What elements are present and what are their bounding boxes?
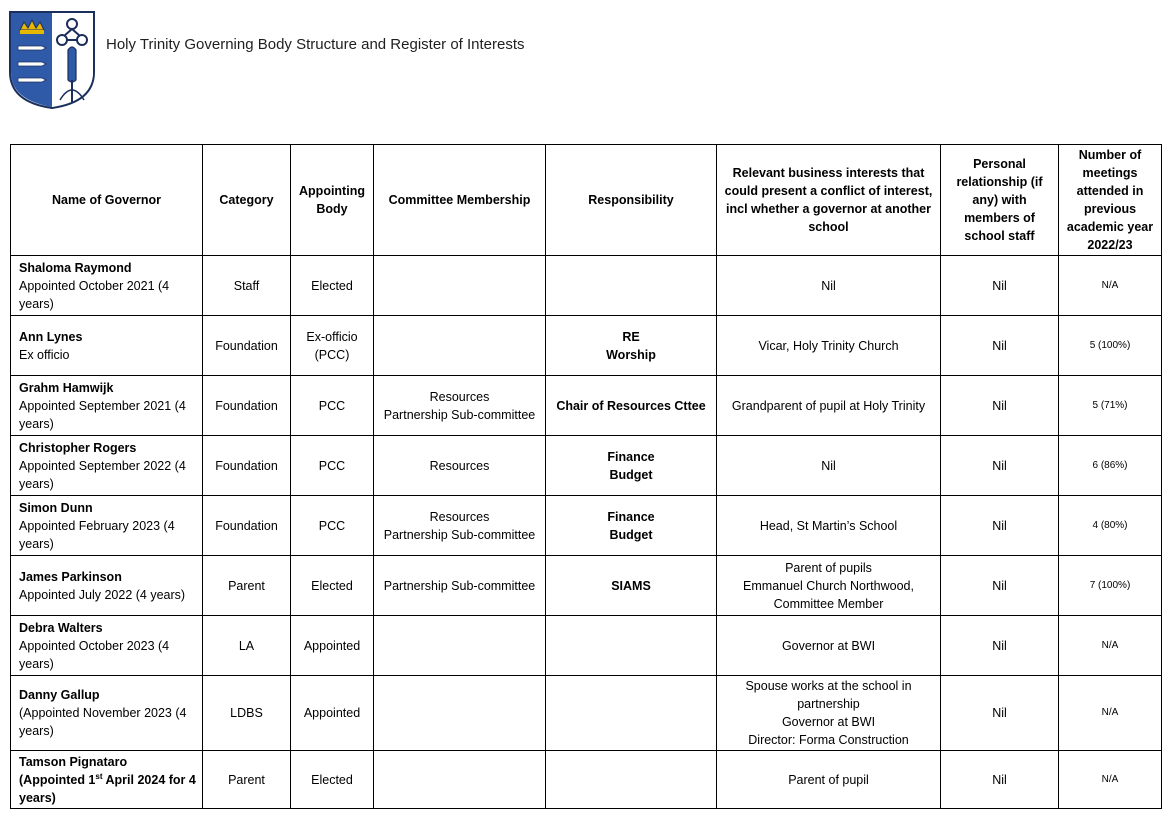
table-header-row xyxy=(11,145,1162,256)
column-header-relationship: Personal relationship (if any) with members of school staff xyxy=(941,145,1059,256)
responsibility-cell: RE Worship xyxy=(546,316,717,376)
category-cell: LA xyxy=(203,616,291,676)
committee-cell xyxy=(374,751,546,809)
relationship-cell: Nil xyxy=(941,616,1059,676)
relationship-cell: Nil xyxy=(941,676,1059,751)
responsibility-cell: Finance Budget xyxy=(546,436,717,496)
meetings-cell: 7 (100%) xyxy=(1059,556,1162,616)
responsibility-cell xyxy=(546,256,717,316)
governor-appointment: Appointed September 2021 (4 years) xyxy=(19,398,186,431)
meetings-cell: N/A xyxy=(1059,751,1162,809)
interests-cell: Spouse works at the school in partnership Governor at BWI Director: Forma Construction xyxy=(717,676,941,751)
committee-cell: Partnership Sub-committee xyxy=(374,556,546,616)
meetings-cell: N/A xyxy=(1059,256,1162,316)
committee-cell: Resources xyxy=(374,436,546,496)
governor-name: Debra Walters xyxy=(19,620,103,635)
appointing-body-cell: Elected xyxy=(291,256,374,316)
register-table xyxy=(10,144,1162,809)
appointing-body-cell: PCC xyxy=(291,436,374,496)
meetings-cell: N/A xyxy=(1059,616,1162,676)
meetings-cell: 5 (100%) xyxy=(1059,316,1162,376)
relationship-cell: Nil xyxy=(941,556,1059,616)
appointing-body-cell: Ex-officio (PCC) xyxy=(291,316,374,376)
governor-appointment: (Appointed November 2023 (4 years) xyxy=(19,706,187,738)
table-row xyxy=(11,556,1162,616)
column-header-category: Category xyxy=(203,145,291,256)
governor-name: Grahm Hamwijk xyxy=(19,380,114,395)
table-row xyxy=(11,316,1162,376)
interests-cell: Grandparent of pupil at Holy Trinity xyxy=(717,376,941,436)
meetings-cell: 5 (71%) xyxy=(1059,376,1162,436)
governor-cell xyxy=(11,256,203,316)
column-header-responsibility: Responsibility xyxy=(546,145,717,256)
relationship-cell: Nil xyxy=(941,376,1059,436)
responsibility-cell xyxy=(546,616,717,676)
table-row xyxy=(11,751,1162,809)
school-crest-icon xyxy=(8,10,96,110)
interests-cell: Parent of pupil xyxy=(717,751,941,809)
governor-name: James Parkinson xyxy=(19,569,122,584)
appointing-body-cell: Appointed xyxy=(291,676,374,751)
category-cell: Foundation xyxy=(203,316,291,376)
appointing-body-cell: Appointed xyxy=(291,616,374,676)
category-cell: LDBS xyxy=(203,676,291,751)
responsibility-cell xyxy=(546,676,717,751)
table-row xyxy=(11,256,1162,316)
column-header-interests: Relevant business interests that could present a conflict of interest, incl whether a governor at another school xyxy=(717,145,941,256)
interests-cell: Head, St Martin’s School xyxy=(717,496,941,556)
responsibility-cell: Finance Budget xyxy=(546,496,717,556)
responsibility-cell: Chair of Resources Cttee xyxy=(546,376,717,436)
category-cell: Foundation xyxy=(203,376,291,436)
table-row xyxy=(11,376,1162,436)
governor-name: Danny Gallup xyxy=(19,688,100,702)
governor-cell xyxy=(11,751,203,809)
category-cell: Foundation xyxy=(203,496,291,556)
table-row xyxy=(11,436,1162,496)
governor-cell xyxy=(11,316,203,376)
governor-appointment: Appointed July 2022 (4 years) xyxy=(19,587,186,602)
governor-cell xyxy=(11,436,203,496)
meetings-cell: N/A xyxy=(1059,676,1162,751)
governor-name: Shaloma Raymond xyxy=(19,260,132,275)
committee-cell: Resources Partnership Sub-committee xyxy=(374,496,546,556)
category-cell: Parent xyxy=(203,556,291,616)
governor-appointment: Appointed September 2022 (4 years) xyxy=(19,458,186,491)
meetings-cell: 6 (86%) xyxy=(1059,436,1162,496)
appointing-body-cell: PCC xyxy=(291,376,374,436)
responsibility-cell xyxy=(546,751,717,809)
governor-name: Ann Lynes xyxy=(19,329,83,344)
governor-appointment: Ex officio xyxy=(19,347,70,362)
category-cell: Staff xyxy=(203,256,291,316)
interests-cell: Vicar, Holy Trinity Church xyxy=(717,316,941,376)
column-header-name: Name of Governor xyxy=(11,145,203,256)
category-cell: Foundation xyxy=(203,436,291,496)
column-header-appointing-body: Appointing Body xyxy=(291,145,374,256)
committee-cell xyxy=(374,316,546,376)
governor-appointment: (Appointed 1st April 2024 for 4 years) xyxy=(19,771,196,805)
column-header-committee: Committee Membership xyxy=(374,145,546,256)
governor-name: Tamson Pignataro xyxy=(19,754,128,769)
interests-cell: Parent of pupils Emmanuel Church Northwood, Committee Member xyxy=(717,556,941,616)
table-row xyxy=(11,616,1162,676)
relationship-cell: Nil xyxy=(941,436,1059,496)
appointing-body-cell: Elected xyxy=(291,751,374,809)
governor-cell xyxy=(11,376,203,436)
interests-cell: Nil xyxy=(717,256,941,316)
relationship-cell: Nil xyxy=(941,316,1059,376)
governor-name: Christopher Rogers xyxy=(19,440,137,455)
table-row xyxy=(11,676,1162,751)
governor-cell xyxy=(11,676,203,751)
interests-cell: Governor at BWI xyxy=(717,616,941,676)
relationship-cell: Nil xyxy=(941,256,1059,316)
column-header-meetings: Number of meetings attended in previous academic year 2022/23 xyxy=(1059,145,1162,256)
committee-cell xyxy=(374,676,546,751)
page-title: Holy Trinity Governing Body Structure and Register of Interests xyxy=(106,36,525,53)
governor-name: Simon Dunn xyxy=(19,500,93,515)
relationship-cell: Nil xyxy=(941,496,1059,556)
governor-cell xyxy=(11,616,203,676)
governor-cell xyxy=(11,496,203,556)
responsibility-cell: SIAMS xyxy=(546,556,717,616)
committee-cell xyxy=(374,256,546,316)
appointing-body-cell: Elected xyxy=(291,556,374,616)
interests-cell: Nil xyxy=(717,436,941,496)
category-cell: Parent xyxy=(203,751,291,809)
appointing-body-cell: PCC xyxy=(291,496,374,556)
governor-appointment: Appointed October 2021 (4 years) xyxy=(19,278,170,311)
table-row xyxy=(11,496,1162,556)
governor-appointment: Appointed October 2023 (4 years) xyxy=(19,638,170,671)
committee-cell: Resources Partnership Sub-committee xyxy=(374,376,546,436)
meetings-cell: 4 (80%) xyxy=(1059,496,1162,556)
governor-cell xyxy=(11,556,203,616)
committee-cell xyxy=(374,616,546,676)
governor-appointment: Appointed February 2023 (4 years) xyxy=(19,518,175,551)
relationship-cell: Nil xyxy=(941,751,1059,809)
